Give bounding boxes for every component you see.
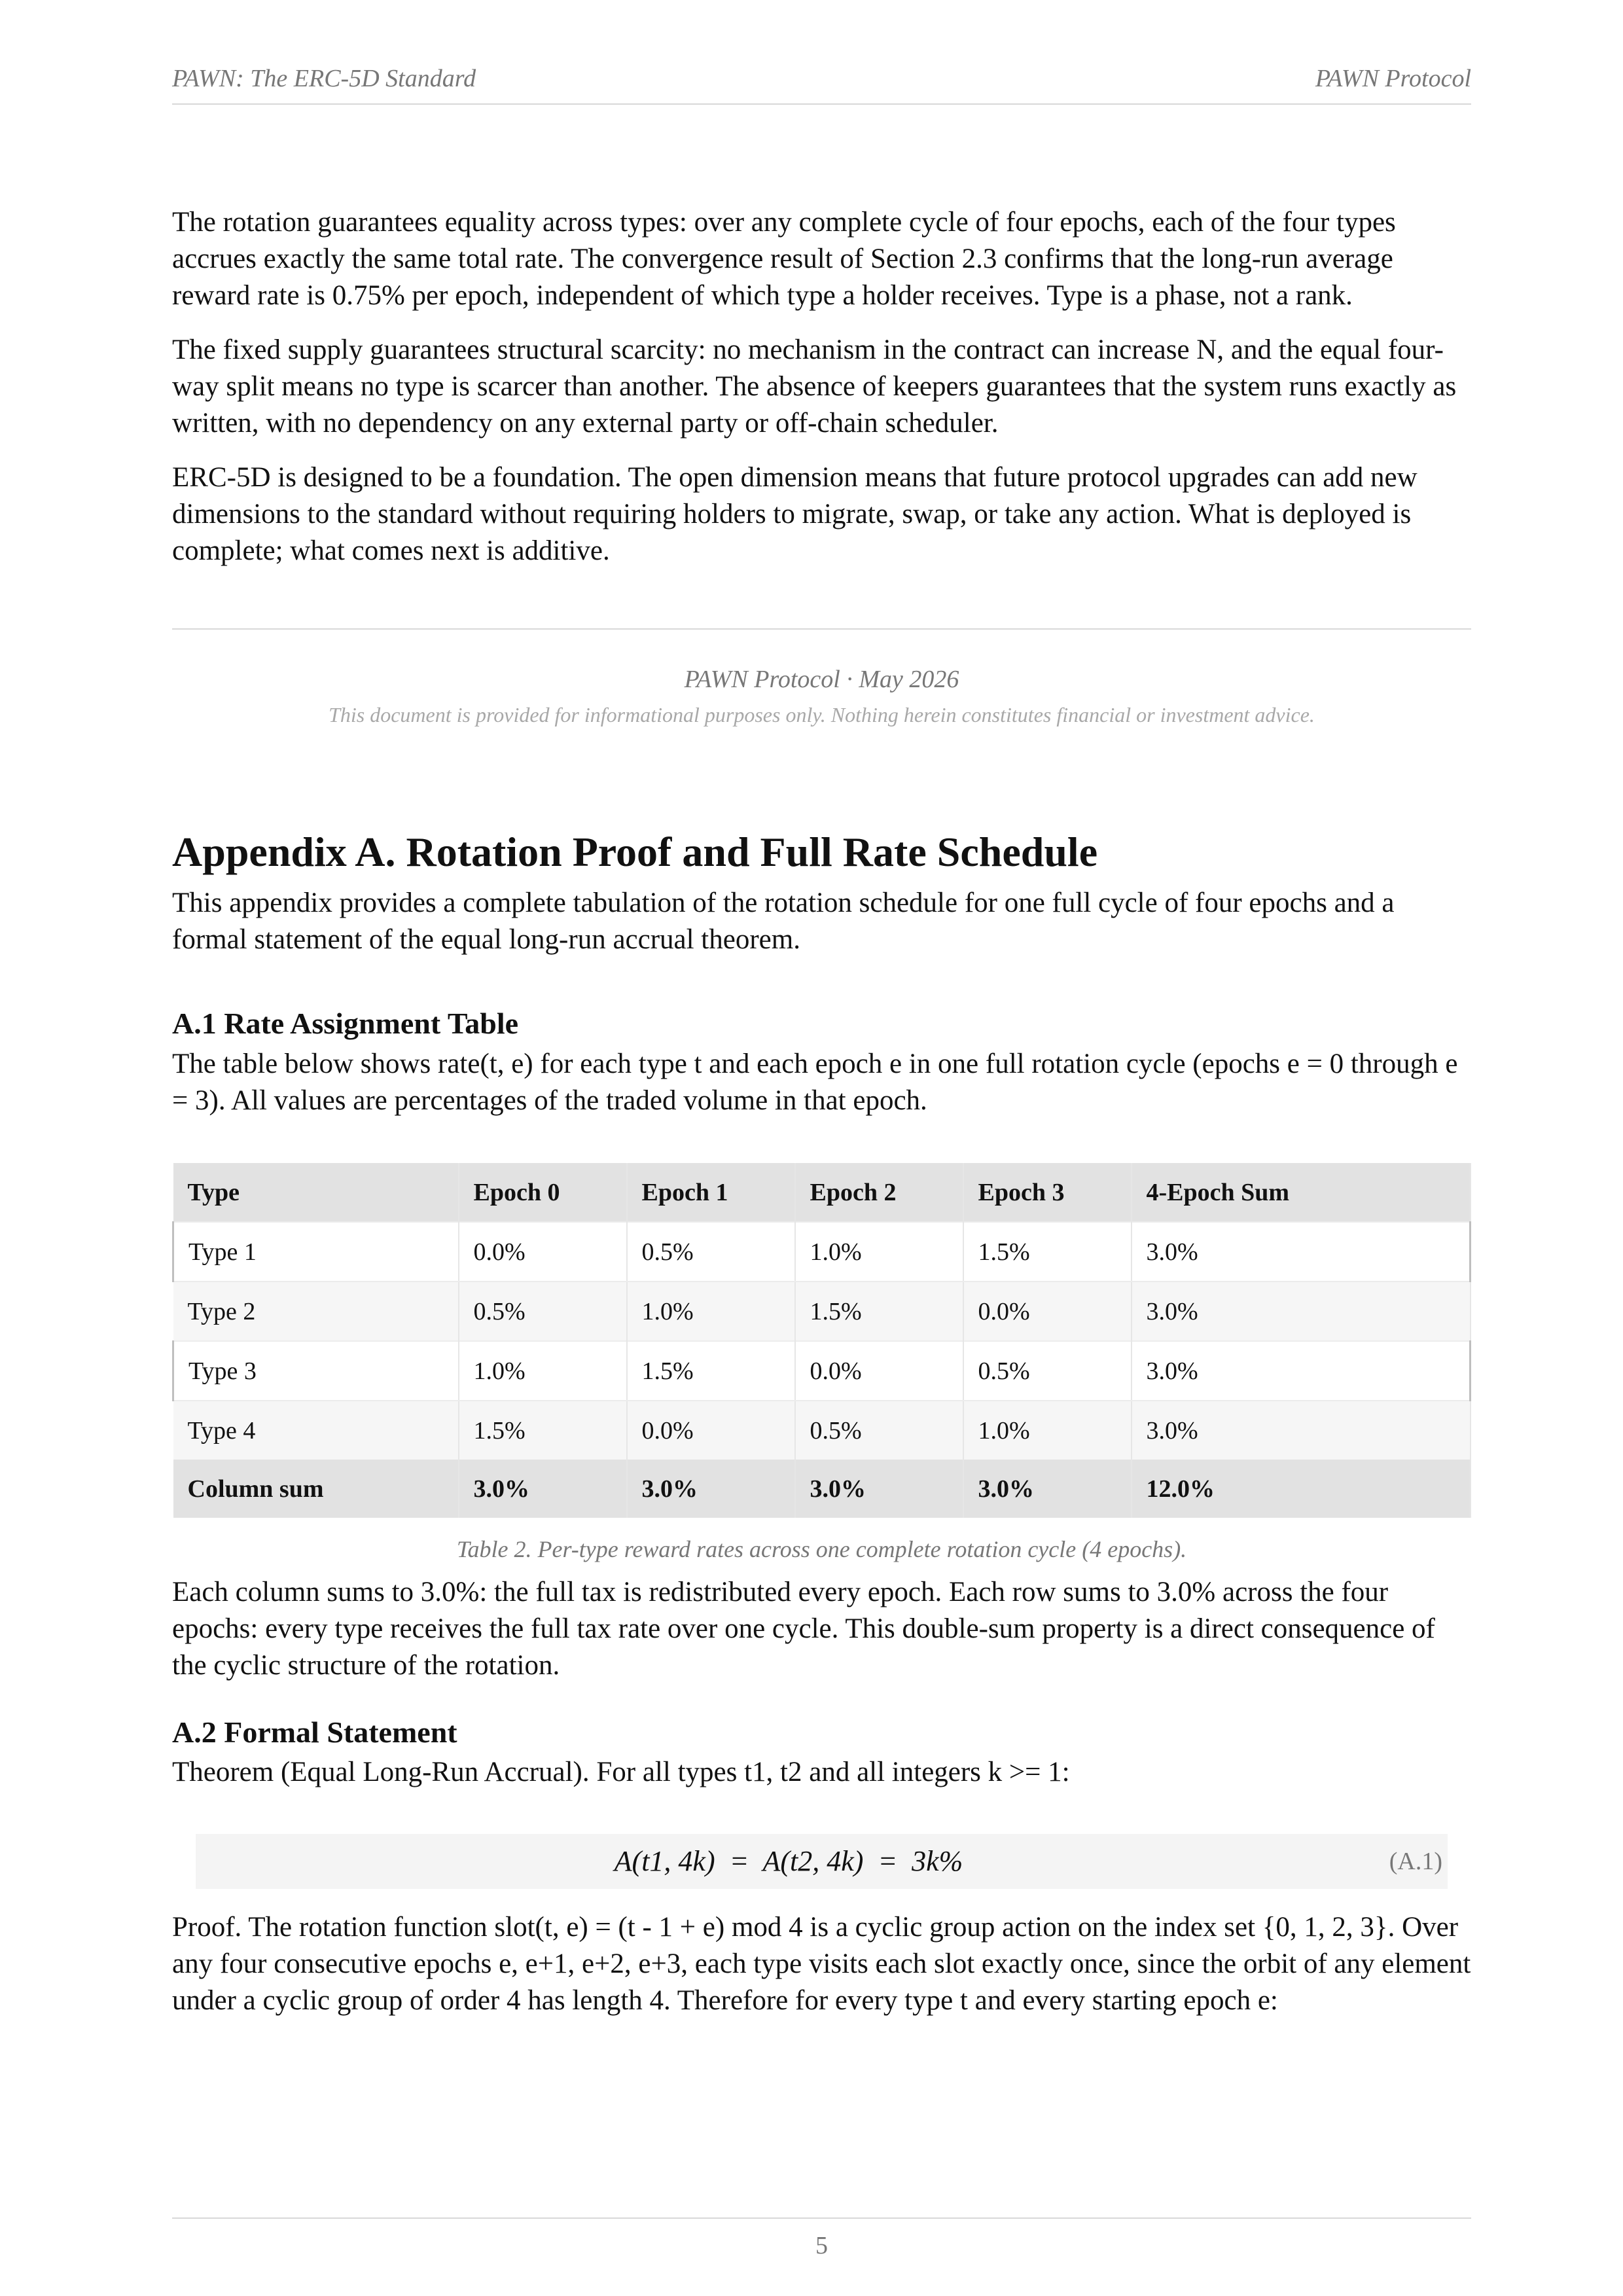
column-header: Epoch 1 — [627, 1163, 795, 1222]
equation-block — [196, 1834, 1448, 1889]
table-cell: 1.5% — [795, 1282, 963, 1341]
table-row — [173, 1341, 1471, 1401]
running-header — [172, 64, 1471, 105]
column-header: Epoch 0 — [459, 1163, 627, 1222]
table-cell: 3.0% — [963, 1460, 1132, 1518]
table-row — [173, 1222, 1471, 1282]
table-cell: Type 2 — [173, 1282, 459, 1341]
running-header-publisher: PAWN Protocol — [1315, 65, 1471, 92]
section-heading-a1: A.1 Rate Assignment Table — [172, 1007, 519, 1040]
table-cell: Type 4 — [173, 1401, 459, 1460]
table-cell: 0.0% — [459, 1222, 627, 1282]
paragraph: The rotation guarantees equality across types: over any complete cycle of four epochs, each of the four types accrues exactly the same total rate. The convergence result of Section 2.3 confirms that the long-run average reward rate is 0.75% per epoch, independent of which type a holder receives. Type is a phase, not a rank. — [172, 207, 1396, 311]
document-footer-credit: PAWN Protocol · May 2026 — [684, 666, 959, 693]
rate-assignment-table — [172, 1163, 1471, 1518]
column-header: 4-Epoch Sum — [1132, 1163, 1471, 1222]
paragraph: The fixed supply guarantees structural scarcity: no mechanism in the contract can increase N, and the equal four-way split means no type is scarcer than another. The absence of keepers guarantees that the system runs exactly as written, with no dependency on any external party or off-chain scheduler. — [172, 334, 1457, 439]
footer-divider — [172, 2217, 1471, 2219]
section-a1-text: The table below shows rate(t, e) for each type t and each epoch e in one full rotation cycle (epochs e = 0 through e = 3). All values are percentages of the traded volume in that epoch. — [172, 1049, 1458, 1116]
equation-expression: A(t1, 4k) = A(t2, 4k) = 3k% — [614, 1845, 963, 1877]
table-cell: 12.0% — [1132, 1460, 1471, 1518]
table-sum-row — [173, 1460, 1471, 1518]
page-number: 5 — [815, 2232, 828, 2259]
document-page — [172, 0, 1471, 2296]
table-cell: 1.0% — [459, 1341, 627, 1401]
table-cell: 3.0% — [795, 1460, 963, 1518]
table-caption: Table 2. Per-type reward rates across one complete rotation cycle (4 epochs). — [456, 1536, 1187, 1562]
document-footer-disclaimer: This document is provided for informational purposes only. Nothing herein constitutes financial or investment advice. — [329, 703, 1315, 726]
table-cell: 1.0% — [963, 1401, 1132, 1460]
table-cell: 3.0% — [627, 1460, 795, 1518]
table-cell: 1.5% — [627, 1341, 795, 1401]
table-row — [173, 1401, 1471, 1460]
equation-number: (A.1) — [1389, 1848, 1442, 1875]
table-cell: 3.0% — [1132, 1282, 1471, 1341]
column-header: Type — [173, 1163, 459, 1222]
table-cell: 1.0% — [627, 1282, 795, 1341]
table-cell: 0.0% — [795, 1341, 963, 1401]
appendix-title: Appendix A. Rotation Proof and Full Rate Schedule — [172, 829, 1098, 875]
table-cell: 3.0% — [1132, 1222, 1471, 1282]
table-cell: 0.5% — [459, 1282, 627, 1341]
table-row — [173, 1282, 1471, 1341]
table-header-row — [173, 1163, 1471, 1222]
table-cell: 1.0% — [795, 1222, 963, 1282]
table-cell: 3.0% — [1132, 1341, 1471, 1401]
appendix-intro: This appendix provides a complete tabulation of the rotation schedule for one full cycle of four epochs and a formal statement of the equal long-run accrual theorem. — [172, 888, 1395, 955]
divider — [172, 628, 1471, 630]
table-cell: 0.0% — [627, 1401, 795, 1460]
column-header: Epoch 3 — [963, 1163, 1132, 1222]
proof-paragraph: Proof. The rotation function slot(t, e) = (t - 1 + e) mod 4 is a cyclic group action on the index set {0, 1, 2, 3}. Over any four consecutive epochs e, e+1, e+2, e+3, each type visits each slot exactly once, since the orbit of any element under a cyclic group of order 4 has length 4. Therefore for every type t and every starting epoch e: — [172, 1912, 1471, 2016]
table-cell: 3.0% — [1132, 1401, 1471, 1460]
paragraph: ERC-5D is designed to be a foundation. The open dimension means that future protocol upgrades can add new dimensions to the standard without requiring holders to migrate, swap, or take any action. What is deployed is complete; what comes next is additive. — [172, 462, 1418, 566]
table-cell: 1.5% — [963, 1222, 1132, 1282]
table-cell: 0.5% — [795, 1401, 963, 1460]
section-heading-a2: A.2 Formal Statement — [172, 1715, 457, 1749]
running-header-title: PAWN: The ERC-5D Standard — [172, 65, 476, 92]
conclusion-section — [172, 204, 1471, 587]
column-header: Epoch 2 — [795, 1163, 963, 1222]
table-cell: 3.0% — [459, 1460, 627, 1518]
table-cell: Type 1 — [173, 1222, 459, 1282]
table-cell: Column sum — [173, 1460, 459, 1518]
paragraph: Each column sums to 3.0%: the full tax is redistributed every epoch. Each row sums to 3.0% across the four epochs: every type receives the full tax rate over one cycle. This double-sum property is a direct consequence of the cyclic structure of the rotation. — [172, 1577, 1435, 1681]
table-cell: 0.0% — [963, 1282, 1132, 1341]
table-cell: 1.5% — [459, 1401, 627, 1460]
theorem-statement: Theorem (Equal Long-Run Accrual). For all types t1, t2 and all integers k >= 1: — [172, 1757, 1070, 1787]
table-cell: 0.5% — [963, 1341, 1132, 1401]
table-cell: Type 3 — [173, 1341, 459, 1401]
table-cell: 0.5% — [627, 1222, 795, 1282]
